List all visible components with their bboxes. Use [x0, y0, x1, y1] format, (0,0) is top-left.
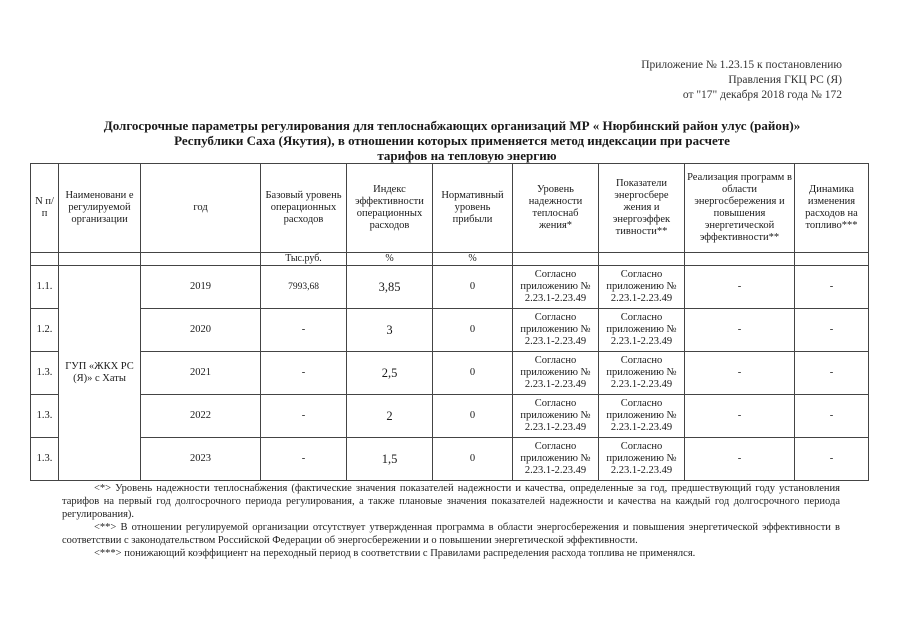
row-year: 2022: [141, 395, 261, 438]
row-index: 2,5: [347, 352, 433, 395]
row-profit: 0: [433, 266, 513, 309]
row-profit: 0: [433, 395, 513, 438]
row-programs: -: [685, 309, 795, 352]
header-fuel: Динамика изменения расходов на топливо***: [795, 164, 869, 253]
row-profit: 0: [433, 352, 513, 395]
row-energy: Согласно приложению № 2.23.1-2.23.49: [599, 352, 685, 395]
table-row: [31, 438, 869, 481]
row-base: -: [261, 309, 347, 352]
header-org: Наименовани е регулируемой организации: [59, 164, 141, 253]
footnotes: [62, 482, 840, 560]
header-num: N п/п: [31, 164, 59, 253]
row-fuel: -: [795, 266, 869, 309]
header-index: Индекс эффективности операционных расходов: [347, 164, 433, 253]
table-row: [31, 352, 869, 395]
annex-line-1: Приложение № 1.23.15 к постановлению: [641, 59, 842, 71]
header-year: год: [141, 164, 261, 253]
row-base: -: [261, 352, 347, 395]
row-num: 1.3.: [31, 438, 59, 481]
row-fuel: -: [795, 438, 869, 481]
title-line-2: Республики Саха (Якутия), в отношении которых применяется метод индексации при расчете: [174, 133, 730, 148]
table-row: [31, 266, 869, 309]
row-num: 1.1.: [31, 266, 59, 309]
row-fuel: -: [795, 395, 869, 438]
header-profit: Нормативный уровень прибыли: [433, 164, 513, 253]
row-year: 2023: [141, 438, 261, 481]
row-base: -: [261, 395, 347, 438]
document-title: [40, 118, 864, 163]
annex-line-3: от "17" декабря 2018 года № 172: [682, 89, 842, 101]
row-index: 3: [347, 309, 433, 352]
row-year: 2021: [141, 352, 261, 395]
row-energy: Согласно приложению № 2.23.1-2.23.49: [599, 309, 685, 352]
footnote-energy-program: <**> В отношении регулируемой организации отсутствует утвержденная программа в области энергосбережения и повышения энергетической эффективности в соответствии с законодательством Российской Федерации об энергосбережении и о повышении энергетической эффективности.: [62, 522, 840, 546]
row-reliability: Согласно приложению № 2.23.1-2.23.49: [513, 352, 599, 395]
row-programs: -: [685, 395, 795, 438]
row-reliability: Согласно приложению № 2.23.1-2.23.49: [513, 266, 599, 309]
header-reliability: Уровень надежности теплоснаб жения*: [513, 164, 599, 253]
organization-name: ГУП «ЖКХ РС (Я)» с Хаты: [59, 266, 141, 481]
row-profit: 0: [433, 438, 513, 481]
row-year: 2019: [141, 266, 261, 309]
title-line-3: тарифов на тепловую энергию: [377, 148, 557, 163]
footnote-fuel: <***> понижающий коэффициент на переходный период в соответствии с Правилами распределения расхода топлива не применялся.: [94, 548, 696, 559]
table-row: [31, 309, 869, 352]
row-num: 1.3.: [31, 352, 59, 395]
row-fuel: -: [795, 352, 869, 395]
row-programs: -: [685, 266, 795, 309]
row-reliability: Согласно приложению № 2.23.1-2.23.49: [513, 395, 599, 438]
row-fuel: -: [795, 309, 869, 352]
row-index: 3,85: [347, 266, 433, 309]
row-index: 1,5: [347, 438, 433, 481]
header-energy: Показатели энергосбере жения и энергоэффек тивности**: [599, 164, 685, 253]
row-num: 1.3.: [31, 395, 59, 438]
unit-base: Тыс.руб.: [261, 253, 347, 266]
unit-index: %: [347, 253, 433, 266]
parameters-table: [30, 163, 869, 481]
annex-line-2: Правления ГКЦ РС (Я): [728, 74, 842, 86]
footnote-reliability: <*> Уровень надежности теплоснабжения (фактические значения показателей надежности и качества, определенные за год, предшествующий году установления тарифов на первый год долгосрочного периода регулирования, а также плановые значения показателей надежности и качества на каждый год долгосрочного периода регулирования).: [62, 483, 840, 520]
row-energy: Согласно приложению № 2.23.1-2.23.49: [599, 438, 685, 481]
row-reliability: Согласно приложению № 2.23.1-2.23.49: [513, 309, 599, 352]
row-energy: Согласно приложению № 2.23.1-2.23.49: [599, 266, 685, 309]
table-row: [31, 395, 869, 438]
row-programs: -: [685, 352, 795, 395]
row-index: 2: [347, 395, 433, 438]
row-base: 7993,68: [261, 266, 347, 309]
header-base: Базовый уровень операционных расходов: [261, 164, 347, 253]
title-line-1: Долгосрочные параметры регулирования для теплоснабжающих организаций МР « Нюрбинский район улус (район)»: [103, 118, 801, 133]
annex-reference: [641, 58, 842, 103]
row-num: 1.2.: [31, 309, 59, 352]
unit-profit: %: [433, 253, 513, 266]
row-profit: 0: [433, 309, 513, 352]
row-year: 2020: [141, 309, 261, 352]
row-reliability: Согласно приложению № 2.23.1-2.23.49: [513, 438, 599, 481]
row-base: -: [261, 438, 347, 481]
table-units-row: [31, 253, 869, 266]
row-programs: -: [685, 438, 795, 481]
row-energy: Согласно приложению № 2.23.1-2.23.49: [599, 395, 685, 438]
table-header-row: [31, 164, 869, 253]
header-programs: Реализация программ в области энергосбережения и повышения энергетической эффективности**: [685, 164, 795, 253]
